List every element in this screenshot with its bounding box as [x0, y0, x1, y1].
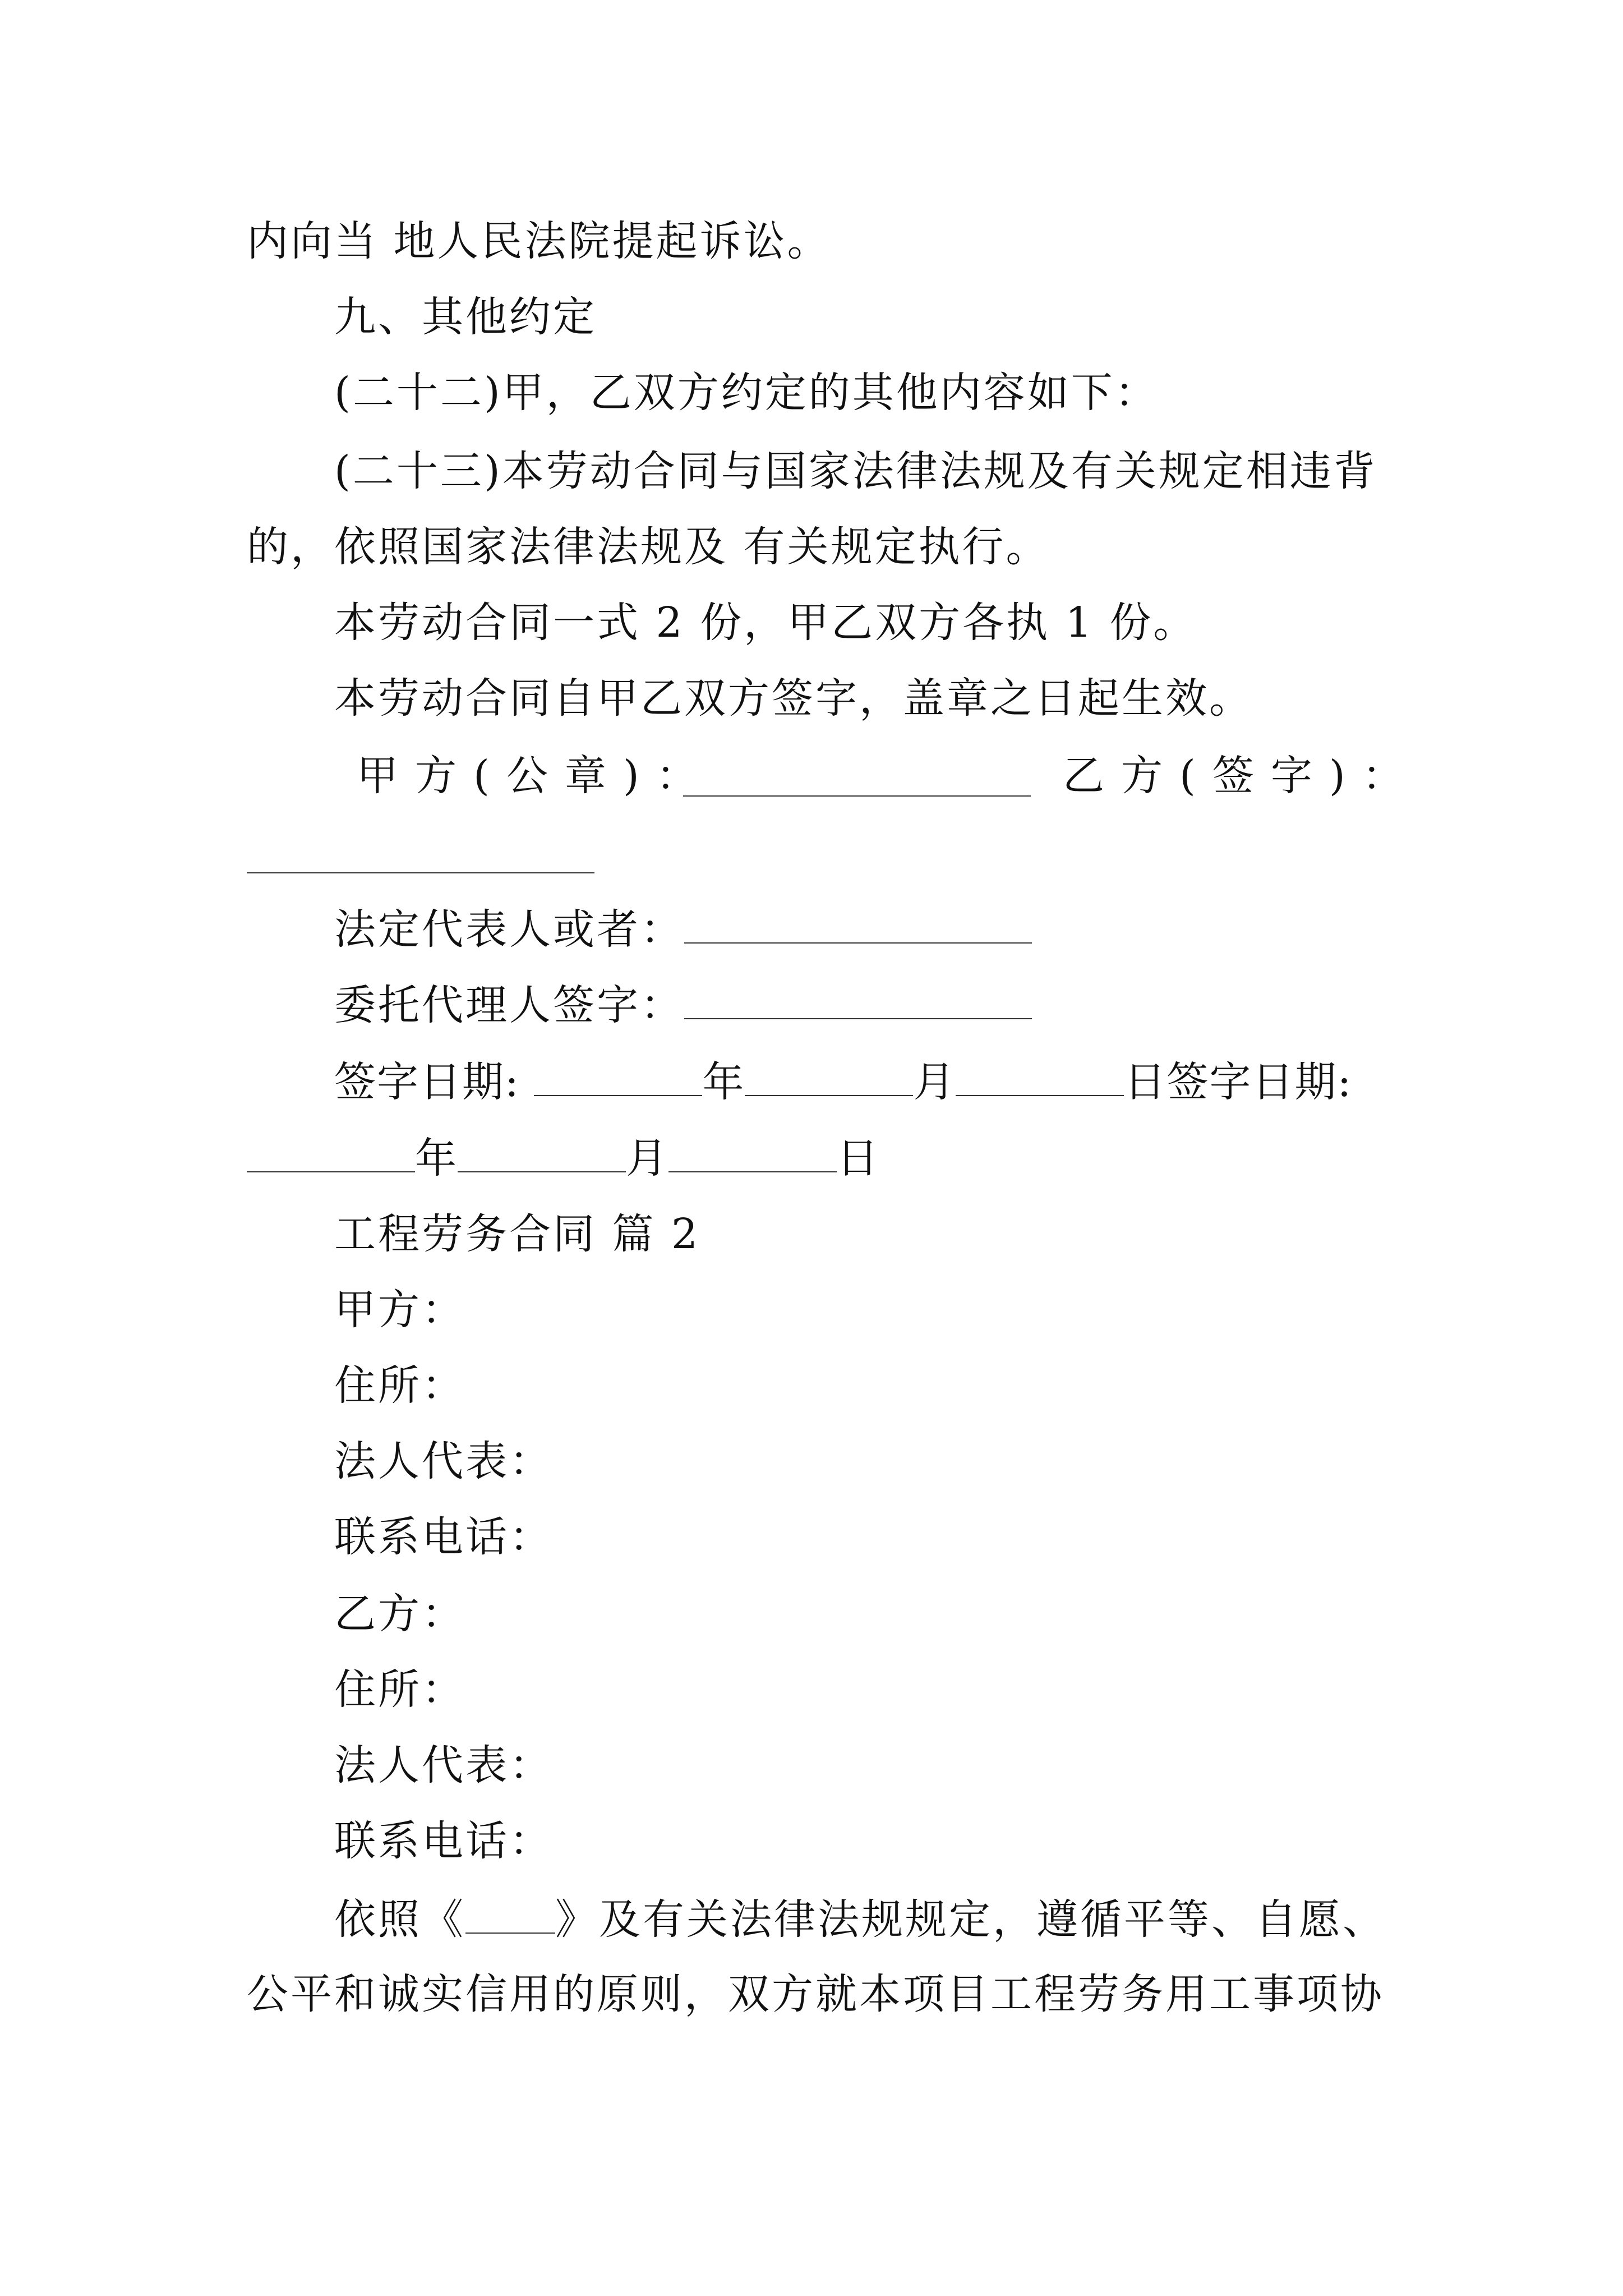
sign-date-row — [334, 1056, 1352, 1107]
agent-row — [334, 979, 1032, 1030]
legal-rep-blank — [684, 903, 1032, 944]
basis-suffix: 》及有关法律法规规定，遵循平等、自愿、 — [555, 1895, 1386, 1944]
section-heading: 九、其他约定 — [334, 293, 597, 341]
legal-rep-label: 法定代表人或者： — [334, 905, 684, 954]
party-b-field: 乙方： — [334, 1590, 465, 1638]
copies-clause: 本劳动合同一式 2 份，甲乙双方各执 1 份。 — [334, 599, 1197, 647]
law-name-blank — [465, 1893, 555, 1934]
month-blank — [745, 1056, 913, 1096]
sign-date-row-2 — [247, 1132, 879, 1184]
clause-22: (二十二)甲，乙双方约定的其他内容如下： — [334, 369, 1159, 417]
day-blank-2 — [668, 1132, 837, 1172]
paragraph-line: 内向当 地人民法院提起诉讼。 — [247, 217, 831, 265]
clause-23: (二十三)本劳动合同与国家法律法规及有关规定相违背 — [334, 447, 1377, 495]
year-label: 年 — [702, 1058, 745, 1106]
basis-paragraph-line2: 公平和诚实信用的原则，双方就本项目工程劳务用工事项协 — [247, 1970, 1384, 2018]
phone-a-field: 联系电话： — [334, 1513, 553, 1561]
basis-prefix: 依照《 — [334, 1895, 465, 1944]
phone-b-field: 联系电话： — [334, 1817, 553, 1865]
address-a-field: 住所： — [334, 1361, 465, 1410]
basis-paragraph — [334, 1893, 1386, 1945]
agent-label: 委托代理人签字： — [334, 981, 684, 1029]
clause-23-continued: 的，依照国家法律法规及 有关规定执行。 — [247, 523, 1050, 571]
day-blank — [956, 1056, 1124, 1096]
year-label-2: 年 — [415, 1134, 458, 1182]
legal-rep-row — [334, 903, 1032, 955]
legal-rep-b-field: 法人代表： — [334, 1741, 553, 1789]
party-b-sign-label: 乙方(签字)： — [1063, 752, 1421, 800]
address-b-field: 住所： — [334, 1665, 465, 1714]
month-label-2: 月 — [626, 1134, 668, 1182]
day-label-2: 日 — [837, 1134, 879, 1182]
section2-title: 工程劳务合同 篇 2 — [334, 1210, 700, 1258]
party-a-seal-label: 甲方(公章)： — [357, 752, 714, 800]
month-blank-2 — [458, 1132, 626, 1172]
month-label: 月 — [913, 1058, 956, 1106]
party-b-sign-blank — [247, 872, 594, 873]
sign-date-label: 签字日期: — [334, 1058, 520, 1106]
year-blank — [534, 1056, 702, 1096]
year-blank-2 — [247, 1132, 415, 1172]
day-sign-date-label: 日签字日期: — [1124, 1058, 1353, 1106]
party-a-seal-blank — [683, 795, 1031, 797]
agent-blank — [684, 979, 1032, 1019]
effective-clause: 本劳动合同自甲乙双方签字，盖章之日起生效。 — [334, 674, 1253, 723]
legal-rep-a-field: 法人代表： — [334, 1437, 553, 1485]
party-a-field: 甲方： — [334, 1286, 465, 1334]
